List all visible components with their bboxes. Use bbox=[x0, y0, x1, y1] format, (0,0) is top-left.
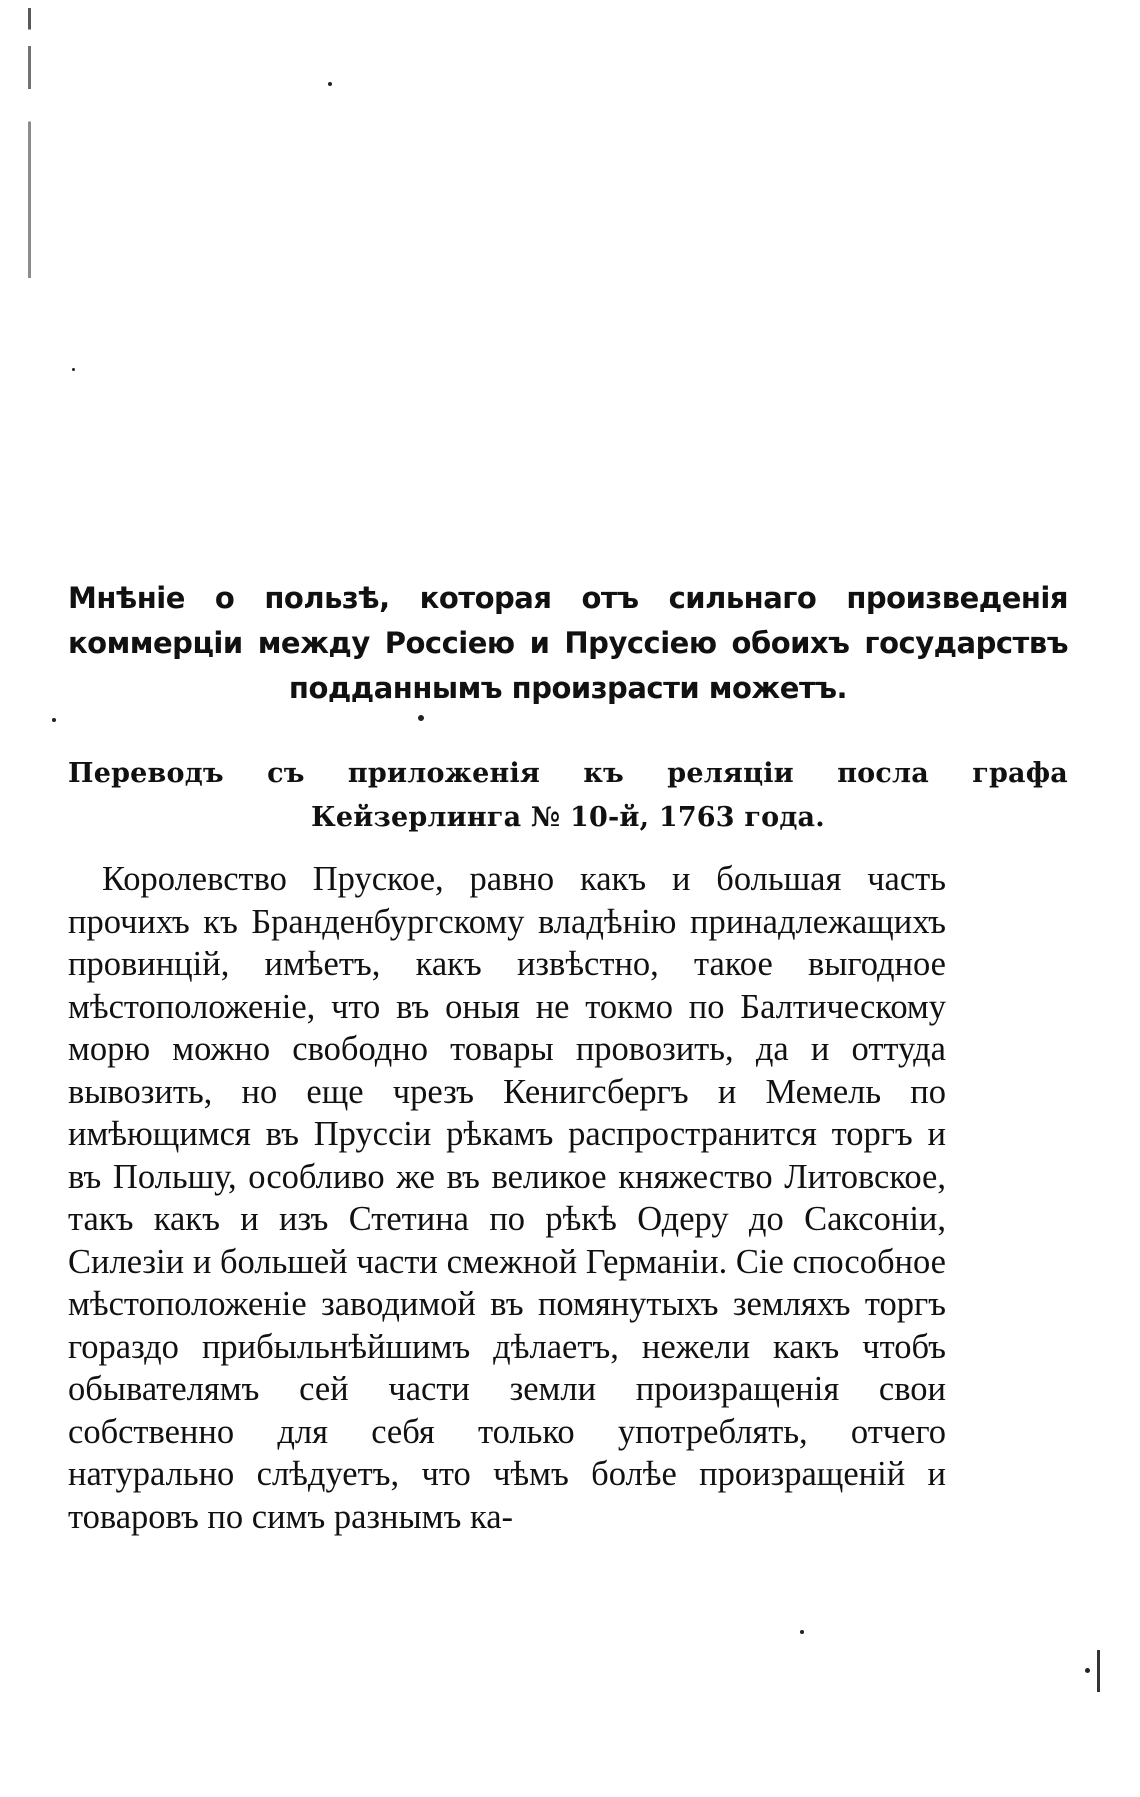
scan-edge-mark bbox=[1097, 1650, 1100, 1692]
body-paragraph: Королевство Пруское, равно какъ и большая часть прочихъ къ Бранденбургскому владѣнію принадлежащихъ провинцій, имѣетъ, какъ извѣстно, такое выгодное мѣстоположеніе, что въ оныя не токмо по Балтическому морю можно свободно товары провозить, да и оттуда вывозить, но еще чрезъ Кенигсбергъ и Мемель по имѣющимся въ Пруссіи рѣкамъ распространится торгъ и въ Польшу, особливо же въ великое княжество Литовское, такъ какъ и изъ Стетина по рѣкѣ Одеру до Саксоніи, Силезіи и большей части смежной Германіи. Сіе способное мѣстоположеніе заводимой въ помянутыхъ земляхъ торгъ гораздо прибыльнѣйшимъ дѣлаетъ, нежели какъ чтобъ обывателямъ сей части земли произращенія свои собственно для себя только употреблять, отчего натурально слѣдуетъ, что чѣмъ болѣе произращеній и товаровъ по симъ разнымъ ка- bbox=[68, 860, 946, 1536]
scan-speck bbox=[328, 82, 332, 86]
scan-speck bbox=[72, 368, 75, 371]
scan-edge-mark bbox=[28, 8, 31, 278]
scan-speck bbox=[1085, 1668, 1090, 1673]
scan-speck bbox=[52, 718, 56, 722]
scan-speck bbox=[800, 1630, 804, 1634]
document-subtitle: Переводъ съ приложенія къ реляціи посла графа Кейзерлинга № 10-й, 1763 года. bbox=[68, 758, 1068, 833]
scan-speck bbox=[418, 715, 424, 721]
document-title: Мнѣніе о пользѣ, которая отъ сильнаго произведенія коммерціи между Россіею и Пруссіею обоихъ государствъ подданнымъ произрасти можетъ. bbox=[68, 581, 1068, 705]
